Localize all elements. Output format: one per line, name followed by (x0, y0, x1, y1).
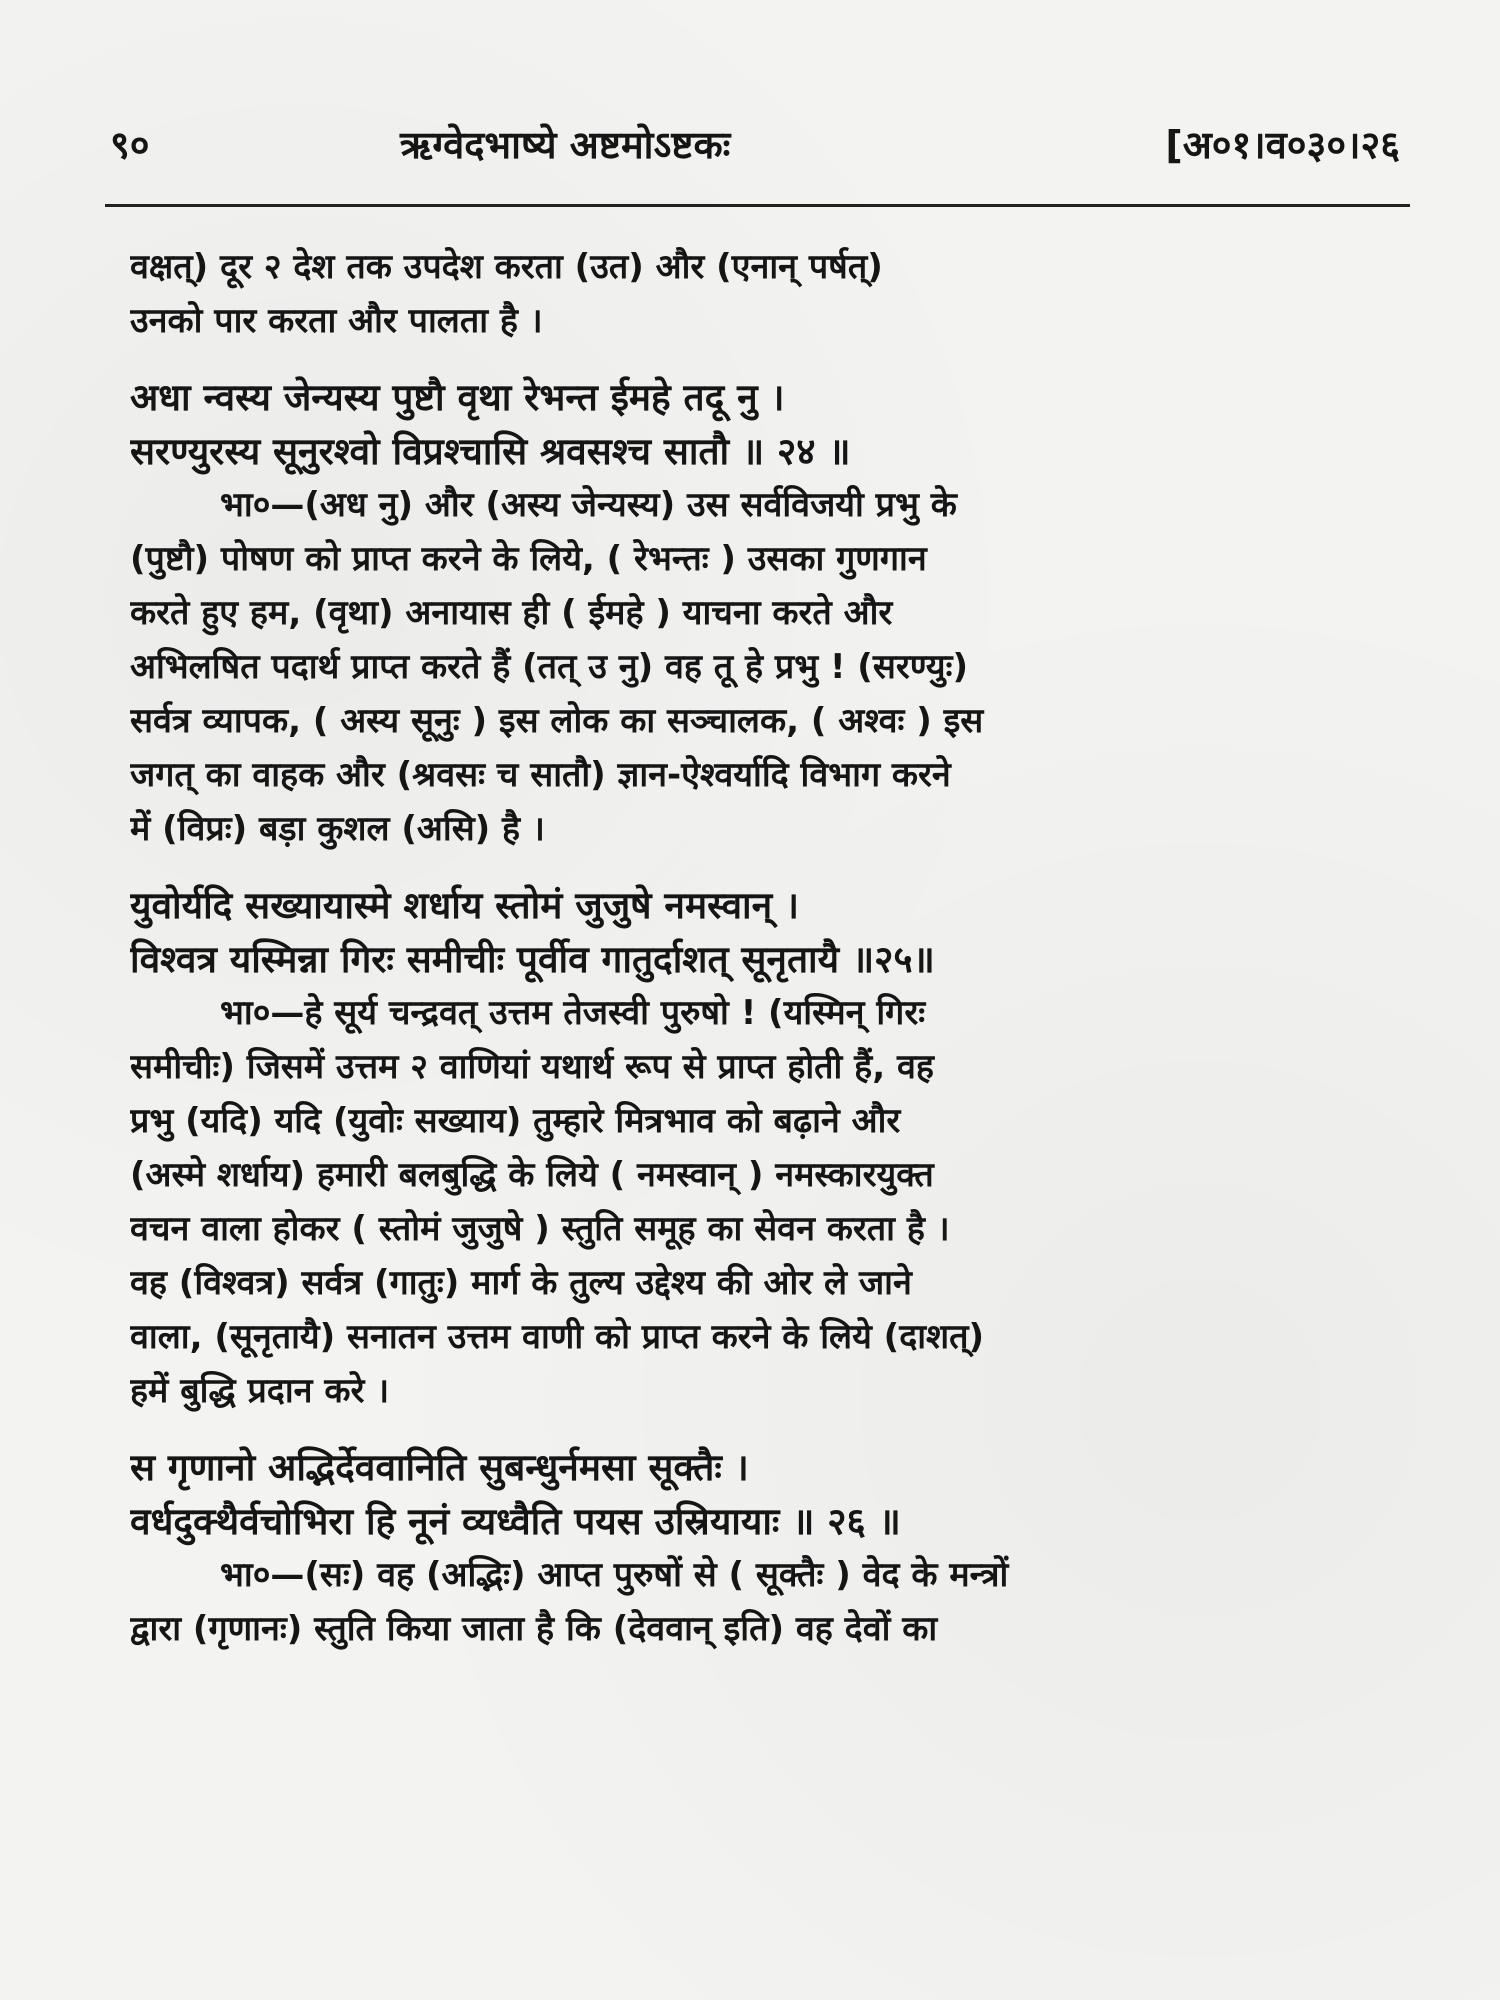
text-line: भा०—(सः) वह (अद्भिः) आप्त पुरुषों से ( सूक्तैः ) वेद के मन्त्रों (220, 1555, 1009, 1595)
text-line: हमें बुद्धि प्रदान करे । (130, 1371, 390, 1411)
header-rule (105, 204, 1410, 207)
verse-24 (130, 370, 1405, 478)
verse-25 (130, 878, 1405, 986)
text-line: समीचीः) जिसमें उत्तम २ वाणियां यथार्थ रूप से प्राप्त होती हैं, वह (130, 1047, 934, 1087)
text-line: उनको पार करता और पालता है । (130, 301, 543, 341)
book-title: ऋग्वेदभाष्ये अष्टमोऽष्टकः (400, 123, 731, 167)
verse-line: विश्वत्र यस्मिन्ना गिरः समीचीः पूर्वीव गातुर्दाशत् सूनृतायै ॥२५॥ (130, 937, 935, 981)
commentary-24 (130, 478, 1405, 856)
commentary-26 (130, 1548, 1405, 1656)
text-line: सर्वत्र व्यापक, ( अस्य सूनुः ) इस लोक का सञ्चालक, ( अश्वः ) इस (130, 701, 984, 741)
verse-line: अधा न्वस्य जेन्यस्य पुष्टौ वृथा रेभन्त ईमहे तदू नु । (130, 375, 785, 419)
text-line: जगत् का वाहक और (श्रवसः च सातौ) ज्ञान-ऐश्वर्यादि विभाग करने (130, 755, 951, 795)
text-line: अभिलषित पदार्थ प्राप्त करते हैं (तत् उ नु) वह तू हे प्रभु ! (सरण्युः) (130, 647, 968, 687)
commentary-25 (130, 986, 1405, 1418)
text-line: भा०—हे सूर्य चन्द्रवत् उत्तम तेजस्वी पुरुषो ! (यस्मिन् गिरः (220, 993, 926, 1033)
text-line: वक्षत्) दूर २ देश तक उपदेश करता (उत) और (एनान् पर्षत्) (130, 247, 883, 287)
page-content (130, 240, 1405, 1656)
verse-line: युवोर्यदि सख्यायास्मे शर्धाय स्तोमं जुजुषे नमस्वान् । (130, 883, 800, 927)
verse-line: सरण्युरस्य सूनुरश्वो विप्रश्चासि श्रवसश्च सातौ ॥ २४ ॥ (130, 429, 851, 473)
section-reference: [अ०१।व०३०।२६ (1165, 123, 1400, 167)
text-line: (पुष्टौ) पोषण को प्राप्त करने के लिये, ( रेभन्तः ) उसका गुणगान (130, 539, 927, 579)
text-line: भा०—(अध नु) और (अस्य जेन्यस्य) उस सर्वविजयी प्रभु के (220, 485, 957, 525)
verse-line: वर्धदुक्थैर्वचोभिरा हि नूनं व्यध्वैति पयस उस्रियायाः ॥ २६ ॥ (130, 1499, 901, 1543)
page-number: ९० (110, 123, 150, 167)
text-line: (अस्मे शर्धाय) हमारी बलबुद्धि के लिये ( नमस्वान् ) नमस्कारयुक्त (130, 1155, 934, 1195)
text-line: वचन वाला होकर ( स्तोमं जुजुषे ) स्तुति समूह का सेवन करता है । (130, 1209, 950, 1249)
text-line: वह (विश्वत्र) सर्वत्र (गातुः) मार्ग के तुल्य उद्देश्य की ओर ले जाने (130, 1263, 912, 1303)
text-line: में (विप्रः) बड़ा कुशल (असि) है । (130, 809, 545, 849)
text-line: वाला, (सूनृतायै) सनातन उत्तम वाणी को प्राप्त करने के लिये (दाशत्) (130, 1317, 985, 1357)
verse-line: स गृणानो अद्भिर्देववानिति सुबन्धुर्नमसा सूक्तैः । (130, 1445, 749, 1489)
text-line: प्रभु (यदि) यदि (युवोः सख्याय) तुम्हारे मित्रभाव को बढ़ाने और (130, 1101, 901, 1141)
running-header (110, 118, 1410, 178)
text-line: द्वारा (गृणानः) स्तुति किया जाता है कि (देववान् इति) वह देवों का (130, 1609, 938, 1649)
text-line: करते हुए हम, (वृथा) अनायास ही ( ईमहे ) याचना करते और (130, 593, 893, 633)
commentary-continuation (130, 240, 1405, 348)
verse-26 (130, 1440, 1405, 1548)
